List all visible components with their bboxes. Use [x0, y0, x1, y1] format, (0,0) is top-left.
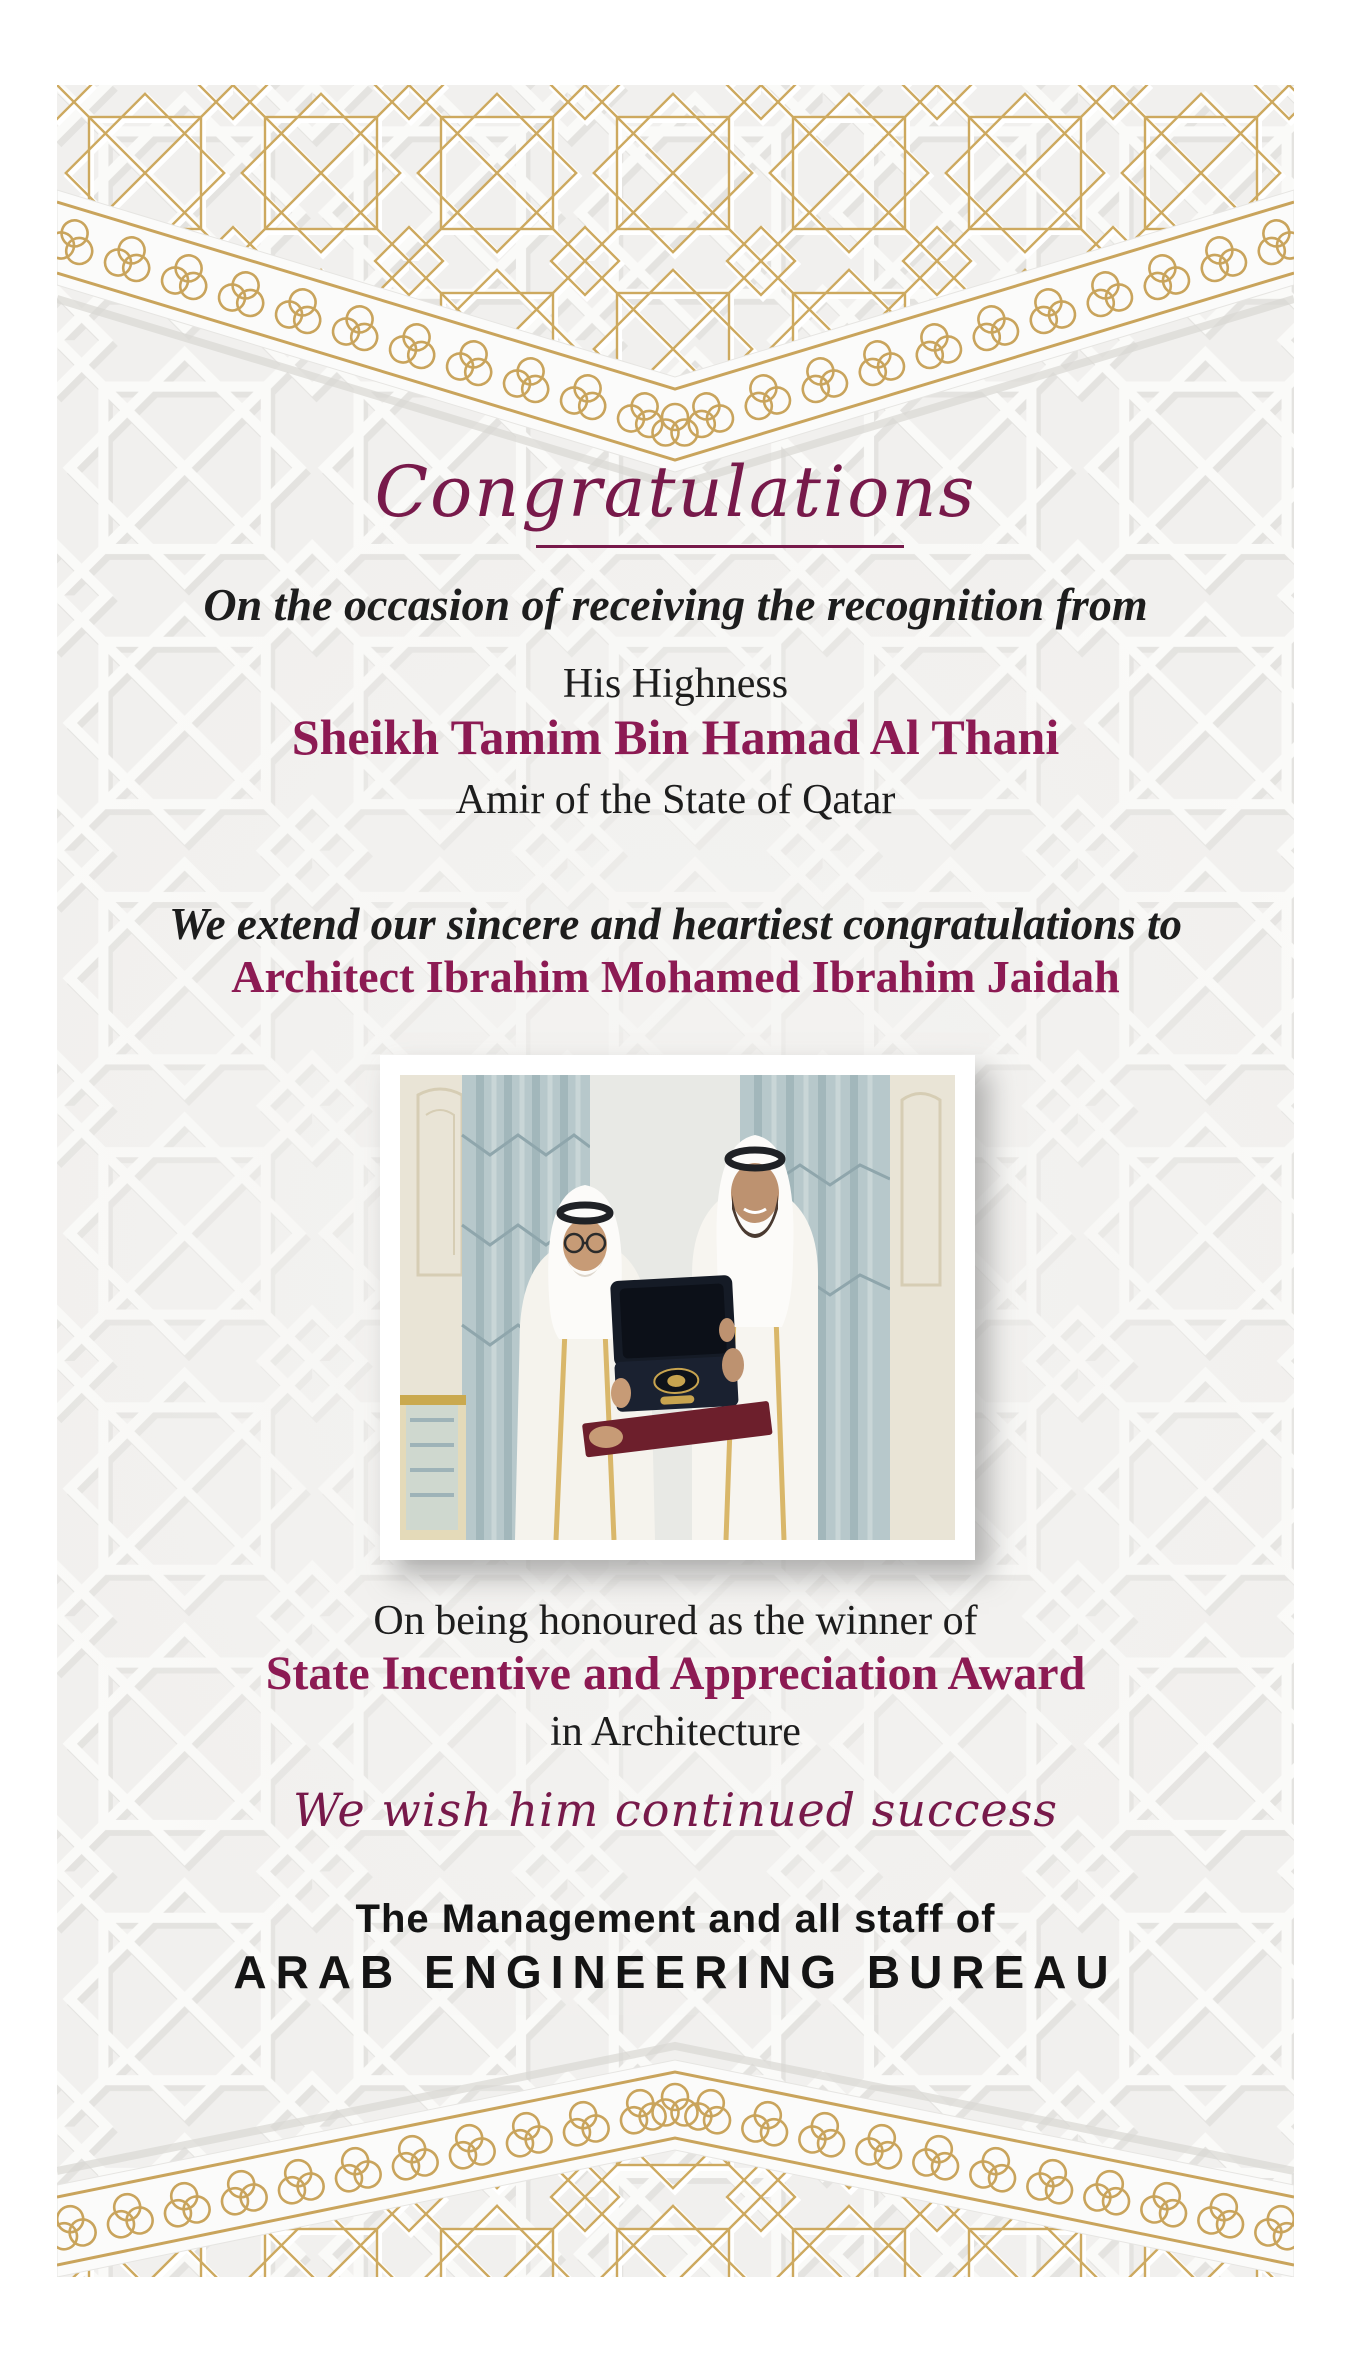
dignitary-name: Sheikh Tamim Bin Hamad Al Thani [291, 709, 1060, 765]
dignitary-title: Amir of the State of Qatar [455, 777, 896, 823]
photo-chair [400, 1395, 466, 1540]
wish-line: We wish him continued success [293, 1783, 1058, 1837]
congratulations-script-title: Congratulations [374, 451, 977, 533]
award-photo-frame [380, 1055, 975, 1560]
photo-hand [611, 1378, 631, 1408]
company-name: ARAB ENGINEERING BUREAU [233, 1946, 1118, 1998]
signoff-line: The Management and all staff of [355, 1897, 996, 1941]
award-intro-line: On being honoured as the winner of [373, 1598, 978, 1644]
award-ceremony-photo [400, 1075, 955, 1540]
photo-hand [722, 1348, 744, 1382]
photo-hand [589, 1426, 623, 1448]
congratulations-line: We extend our sincere and heartiest congratulations to [168, 899, 1182, 949]
award-field: in Architecture [550, 1709, 801, 1755]
recipient-name: Architect Ibrahim Mohamed Ibrahim Jaidah [231, 951, 1120, 1002]
honorific-line: His Highness [562, 661, 789, 707]
greeting-card [57, 85, 1294, 2277]
photo-wall-right [890, 1075, 955, 1540]
title-underline [536, 545, 904, 548]
award-name: State Incentive and Appreciation Award [265, 1647, 1086, 1700]
photo-hand [719, 1318, 735, 1342]
occasion-line: On the occasion of receiving the recognition from [203, 579, 1148, 630]
